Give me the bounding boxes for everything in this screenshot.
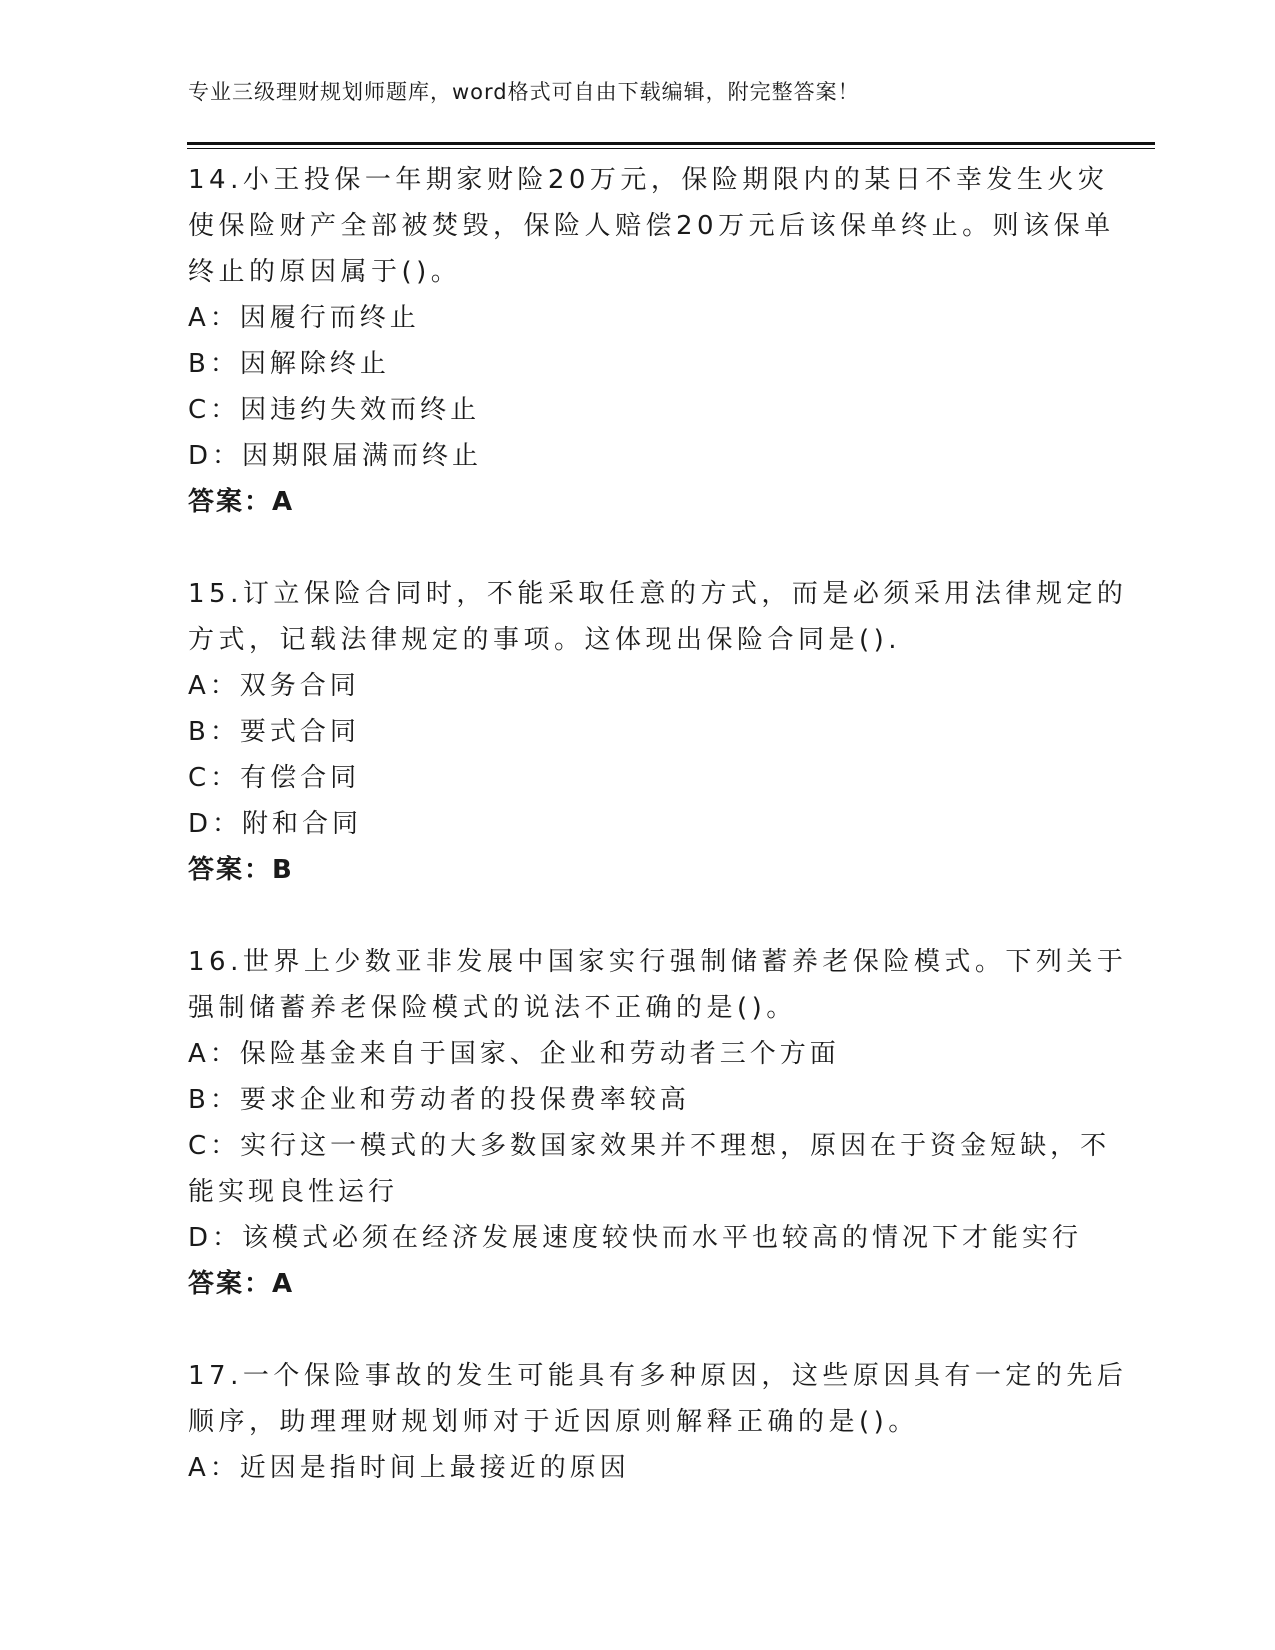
question-stem [188, 157, 1115, 295]
option-b: B：要式合同 [188, 717, 360, 747]
question-stem [188, 1353, 1128, 1445]
answer-line: 答案：A [188, 487, 295, 517]
option-b: B：因解除终止 [188, 349, 390, 379]
question-14 [188, 157, 1115, 525]
option-c-continued: 能实现良性运行 [188, 1177, 399, 1207]
stem-line: 使保险财产全部被焚毁，保险人赔偿20万元后该保单终止。则该保单 [188, 211, 1115, 241]
option-b: B：要求企业和劳动者的投保费率较高 [188, 1085, 690, 1115]
option-d: D：该模式必须在经济发展速度较快而水平也较高的情况下才能实行 [188, 1223, 1083, 1253]
option-d: D：附和合同 [188, 809, 363, 839]
stem-line: 顺序，助理理财规划师对于近因原则解释正确的是()。 [188, 1407, 919, 1437]
option-c: C：有偿合同 [188, 763, 361, 793]
stem-line: 15.订立保险合同时，不能采取任意的方式，而是必须采用法律规定的 [188, 579, 1128, 609]
question-17 [188, 1353, 1128, 1491]
option-a: A：双务合同 [188, 671, 360, 701]
question-stem [188, 571, 1128, 663]
stem-line: 终止的原因属于()。 [188, 257, 462, 287]
answer-line: 答案：B [188, 855, 294, 885]
page-header: 专业三级理财规划师题库，word格式可自由下载编辑，附完整答案！ [188, 80, 860, 104]
question-15 [188, 571, 1128, 893]
option-d: D：因期限届满而终止 [188, 441, 483, 471]
stem-line: 16.世界上少数亚非发展中国家实行强制储蓄养老保险模式。下列关于 [188, 947, 1128, 977]
answer-line: 答案：A [188, 1269, 295, 1299]
question-16 [188, 939, 1128, 1307]
stem-line: 方式，记载法律规定的事项。这体现出保险合同是(). [188, 625, 902, 655]
option-a: A：近因是指时间上最接近的原因 [188, 1453, 630, 1483]
stem-line: 17.一个保险事故的发生可能具有多种原因，这些原因具有一定的先后 [188, 1361, 1128, 1391]
stem-line: 14.小王投保一年期家财险20万元，保险期限内的某日不幸发生火灾 [188, 165, 1109, 195]
option-c: C：因违约失效而终止 [188, 395, 481, 425]
header-divider [187, 142, 1155, 149]
question-stem [188, 939, 1128, 1031]
stem-line: 强制储蓄养老保险模式的说法不正确的是()。 [188, 993, 797, 1023]
option-a: A：保险基金来自于国家、企业和劳动者三个方面 [188, 1039, 840, 1069]
question-list [188, 157, 1128, 1537]
option-c: C：实行这一模式的大多数国家效果并不理想，原因在于资金短缺，不 [188, 1131, 1111, 1161]
option-a: A：因履行而终止 [188, 303, 420, 333]
